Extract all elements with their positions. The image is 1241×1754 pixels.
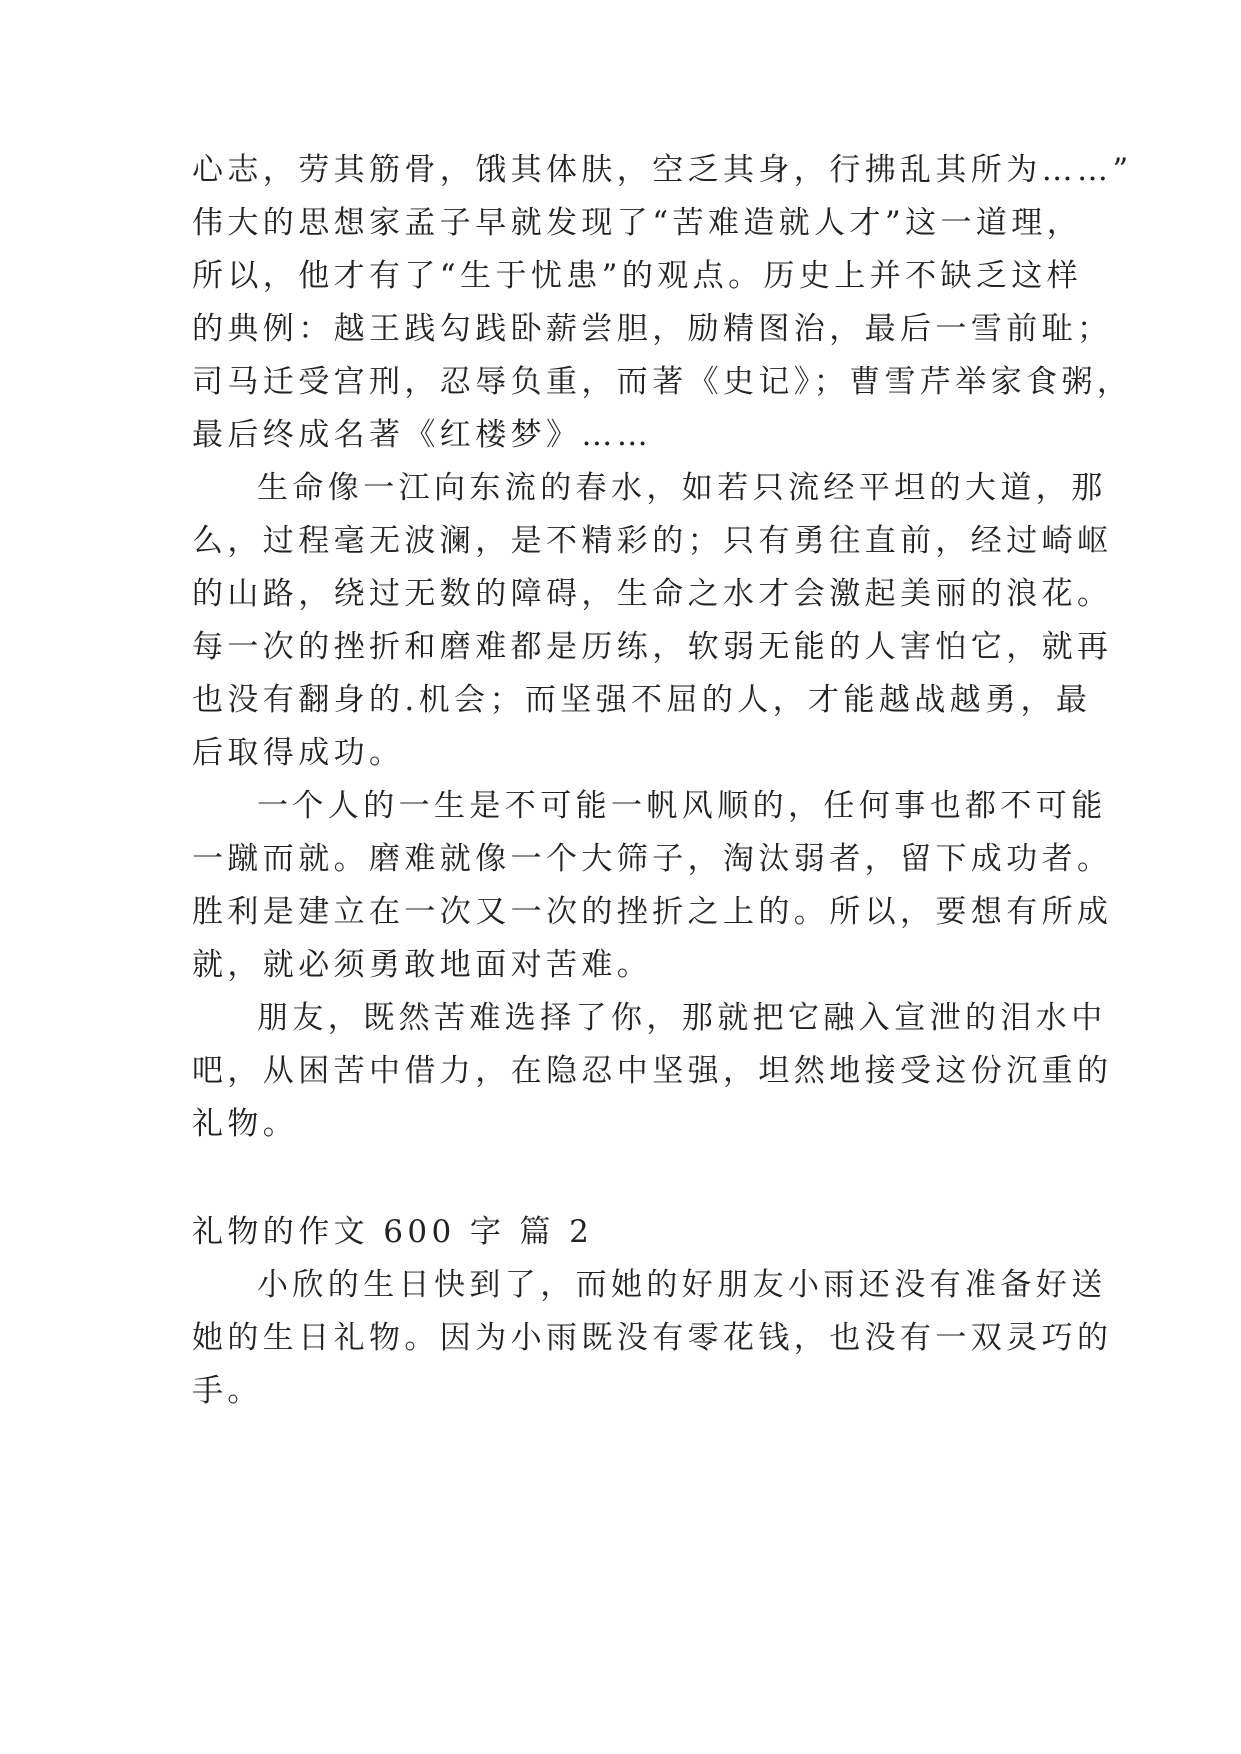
paragraph-line: 所以，他才有了“生于忧患”的观点。历史上并不缺乏这样	[192, 258, 1083, 294]
paragraph-line: 胜利是建立在一次又一次的挫折之上的。所以，要想有所成	[192, 894, 1113, 930]
paragraph-line: 生命像一江向东流的春水，如若只流经平坦的大道，那	[257, 470, 1107, 506]
paragraph-line: 么，过程毫无波澜，是不精彩的；只有勇往直前，经过崎岖	[192, 523, 1113, 559]
paragraph-line: 礼物。	[192, 1106, 299, 1142]
paragraph-line: 司马迁受宫刑，忍辱负重，而著《史记》；曹雪芹举家食粥，	[192, 364, 1133, 400]
paragraph-line: 的山路，绕过无数的障碍，生命之水才会激起美丽的浪花。	[192, 576, 1113, 612]
paragraph-line: 后取得成功。	[192, 735, 405, 771]
paragraph-line: 一个人的一生是不可能一帆风顺的，任何事也都不可能	[257, 788, 1107, 824]
paragraph-line: 心志，劳其筋骨，饿其体肤，空乏其身，行拂乱其所为……”	[192, 152, 1133, 188]
paragraph-line: 也没有翻身的.机会；而坚强不屈的人，才能越战越勇，最	[192, 682, 1092, 718]
paragraph-line: 的典例：越王践勾践卧薪尝胆，励精图治，最后一雪前耻；	[192, 311, 1113, 347]
paragraph-line: 每一次的挫折和磨难都是历练，软弱无能的人害怕它，就再	[192, 629, 1113, 665]
paragraph-line: 伟大的思想家孟子早就发现了“苦难造就人才”这一道理，	[192, 205, 1083, 241]
paragraph-line: 她的生日礼物。因为小雨既没有零花钱，也没有一双灵巧的	[192, 1320, 1113, 1356]
paragraph-line: 吧，从困苦中借力，在隐忍中坚强，坦然地接受这份沉重的	[192, 1053, 1113, 1089]
paragraph-line: 最后终成名著《红楼梦》……	[192, 417, 653, 453]
paragraph-line: 手。	[192, 1373, 263, 1409]
paragraph-line: 小欣的生日快到了，而她的好朋友小雨还没有准备好送	[257, 1267, 1107, 1303]
paragraph-line: 一蹴而就。磨难就像一个大筛子，淘汰弱者，留下成功者。	[192, 841, 1113, 877]
section-heading: 礼物的作文 600 字 篇 2	[192, 1214, 594, 1250]
paragraph-line: 朋友，既然苦难选择了你，那就把它融入宣泄的泪水中	[257, 1000, 1107, 1036]
paragraph-line: 就，就必须勇敢地面对苦难。	[192, 947, 653, 983]
